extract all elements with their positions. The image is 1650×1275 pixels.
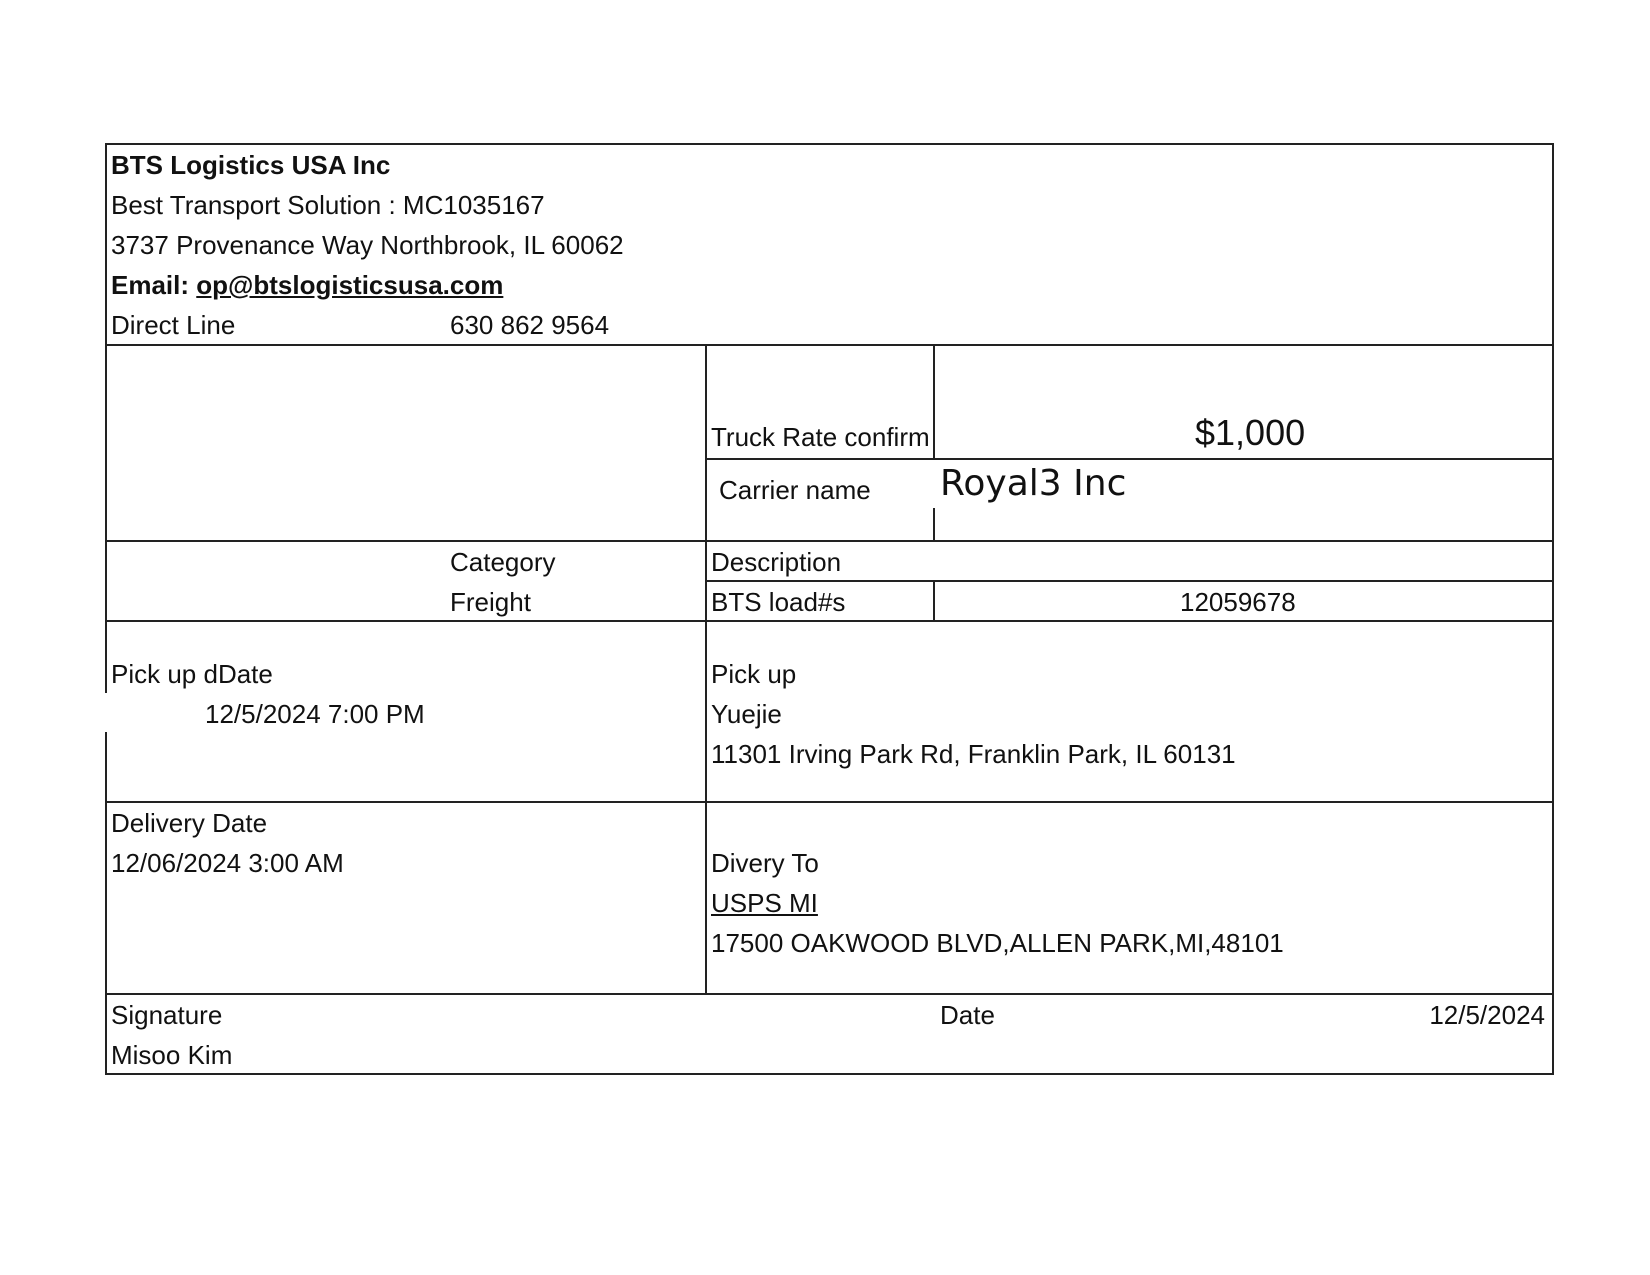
carrier-category-divider (105, 540, 1554, 542)
delivery-address: 17500 OAKWOOD BLVD,ALLEN PARK,MI,48101 (711, 928, 1284, 958)
signature-date-label: Date (940, 1000, 995, 1030)
load-value-divider (933, 580, 935, 622)
carrier-value-divider (933, 508, 935, 542)
pickup-address: 11301 Irving Park Rd, Franklin Park, IL 60131 (711, 739, 1236, 769)
pickup-date-label: Pick up dDate (111, 659, 273, 689)
delivery-name-link[interactable]: USPS MI (711, 888, 818, 918)
email-link[interactable]: op@btslogisticsusa.com (196, 270, 504, 300)
table-border-top (105, 143, 1554, 145)
pickup-delivery-divider (105, 801, 1554, 803)
header-divider (105, 344, 1554, 346)
signature-date-value: 12/5/2024 (1429, 1000, 1545, 1030)
table-border-left-lower (105, 732, 107, 1075)
company-tagline: Best Transport Solution : MC1035167 (111, 190, 545, 220)
truck-rate-amount: $1,000 (1195, 412, 1306, 453)
truck-rate-label-cell (711, 420, 933, 454)
direct-line-label: Direct Line (111, 310, 236, 340)
rate-value-divider (933, 344, 935, 460)
load-number-value: 12059678 (1180, 587, 1296, 617)
pickup-label: Pick up (711, 659, 797, 689)
rate-carrier-divider (705, 458, 1554, 460)
load-number-label: BTS load#s (711, 587, 846, 617)
company-name: BTS Logistics USA Inc (111, 150, 391, 180)
delivery-signature-divider (105, 993, 1554, 995)
table-border-right (1552, 143, 1554, 1075)
description-load-divider (705, 580, 1554, 582)
company-address: 3737 Provenance Way Northbrook, IL 60062 (111, 230, 624, 260)
carrier-name-label: Carrier name (719, 475, 871, 505)
direct-line-number: 630 862 9564 (450, 310, 610, 340)
pickup-name: Yuejie (711, 699, 782, 729)
email-label: Email: (111, 270, 190, 300)
signature-label: Signature (111, 1000, 223, 1030)
table-border-bottom (105, 1073, 1554, 1075)
truck-rate-label: Truck Rate confirm (711, 422, 930, 452)
category-label: Category (450, 547, 556, 577)
category-pickup-divider (105, 620, 1554, 622)
carrier-name-value: Royal3 Inc (940, 463, 1127, 504)
middle-column-divider (705, 344, 707, 995)
category-value: Freight (450, 587, 531, 617)
delivery-date-value: 12/06/2024 3:00 AM (111, 848, 344, 878)
email-row (111, 270, 503, 300)
delivery-date-label: Delivery Date (111, 808, 268, 838)
description-label: Description (711, 547, 842, 577)
signature-name: Misoo Kim (111, 1040, 233, 1070)
table-border-left (105, 143, 107, 693)
pickup-date-value: 12/5/2024 7:00 PM (205, 699, 425, 729)
delivery-label: Divery To (711, 848, 819, 878)
